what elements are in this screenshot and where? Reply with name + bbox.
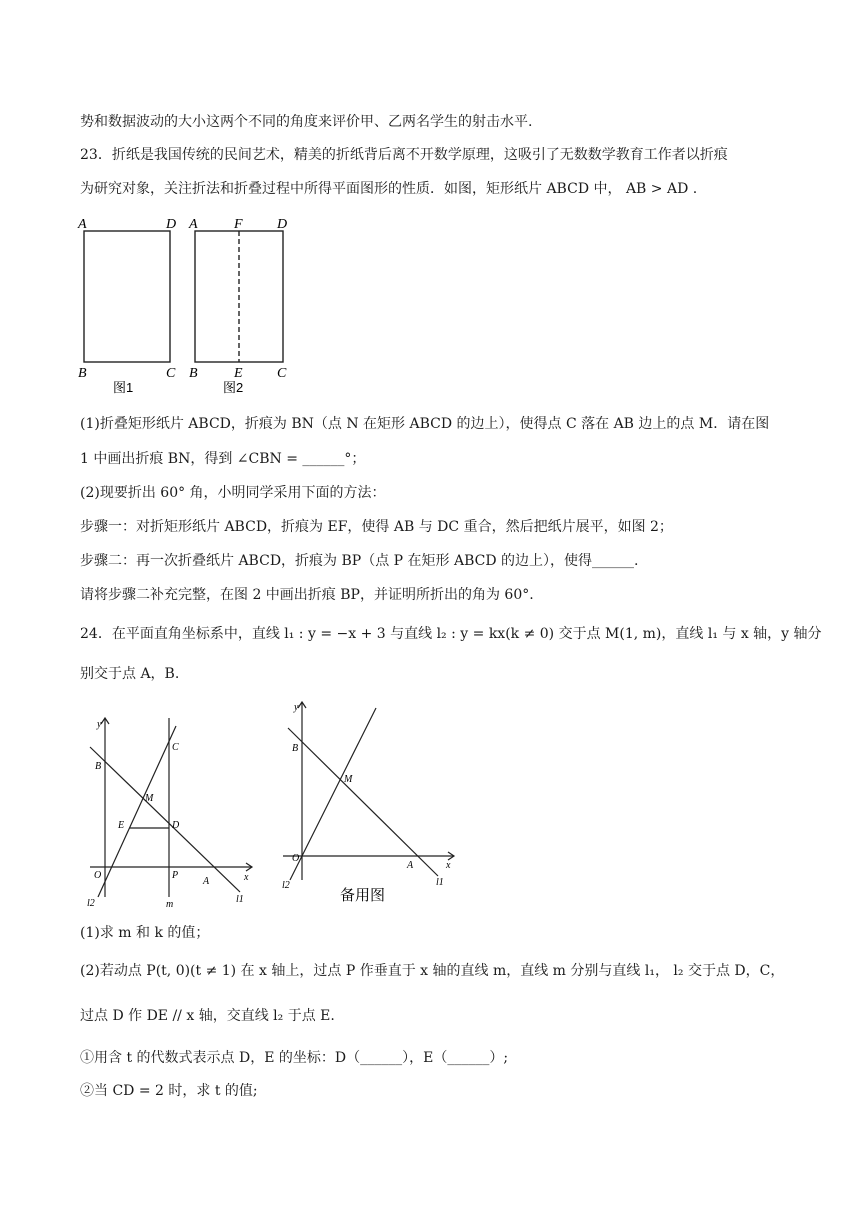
line-11: (1)求 m 和 k 的值；	[80, 925, 210, 941]
line-7: 步骤二：再一次折叠纸片 ABCD，折痕为 BP（点 P 在矩形 ABCD 的边上），使得______.	[80, 553, 639, 569]
line-15: ②当 CD = 2 时，求 t 的值;	[80, 1083, 258, 1099]
line-4: 1 中画出折痕 BN，得到 ∠CBN = ______°；	[80, 451, 366, 467]
line-l2	[290, 708, 376, 880]
label-d: D	[277, 217, 288, 232]
label-c: C	[172, 742, 179, 753]
label-x: x	[446, 860, 451, 871]
label-e: E	[118, 820, 125, 831]
label-l1: l1	[436, 877, 444, 888]
line-14: ①用含 t 的代数式表示点 D，E 的坐标：D（______），E（______）;	[80, 1050, 509, 1066]
line-2: 为研究对象，关注折法和折叠过程中所得平面图形的性质．如图，矩形纸片 ABCD 中， AB > AD .	[80, 181, 698, 197]
label-a: A	[203, 876, 210, 887]
label-b: B	[78, 366, 87, 381]
line-8: 请将步骤二补充完整，在图 2 中画出折痕 BP，并证明所折出的角为 60°.	[80, 587, 534, 603]
label-b: B	[292, 743, 299, 754]
label-l2: l2	[282, 880, 290, 891]
figure-1-caption: 图1	[113, 380, 134, 394]
label-l1: l1	[236, 894, 244, 905]
label-f: F	[234, 217, 243, 232]
line-12: (2)若动点 P(t, 0)(t ≠ 1) 在 x 轴上，过点 P 作垂直于 x 轴的直线 m，直线 m 分别与直线 l₁， l₂ 交于点 D，C，	[80, 963, 785, 979]
figure-4-caption: 备用图	[340, 887, 386, 904]
label-d: D	[166, 217, 177, 232]
line-3: (1)折叠矩形纸片 ABCD，折痕为 BN（点 N 在矩形 ABCD 的边上），使得点 C 落在 AB 边上的点 M．请在图	[80, 416, 770, 432]
rectangle-abcd	[84, 231, 170, 362]
label-m-line: m	[166, 899, 174, 910]
label-b: B	[189, 366, 198, 381]
label-a: A	[78, 217, 87, 232]
label-y: y	[294, 702, 299, 713]
line-13: 过点 D 作 DE // x 轴，交直线 l₂ 于点 E.	[80, 1008, 335, 1024]
label-o: O	[94, 870, 102, 881]
line-9: 24．在平面直角坐标系中，直线 l₁ : y = −x + 3 与直线 l₂ : y = kx(k ≠ 0) 交于点 M(1, m)，直线 l₁ 与 x 轴，y 轴分	[80, 626, 822, 642]
figure-4	[278, 698, 468, 908]
figure-3	[80, 712, 260, 912]
figure-2-caption: 图2	[223, 380, 244, 394]
line-l2	[98, 726, 179, 897]
label-e: E	[234, 366, 243, 381]
label-o: O	[292, 853, 300, 864]
label-c: C	[277, 366, 287, 381]
label-a: A	[189, 217, 198, 232]
label-a: A	[407, 860, 414, 871]
line-l1	[90, 747, 240, 892]
figure-2	[186, 214, 296, 394]
label-x: x	[244, 872, 249, 883]
line-5: (2)现要折出 60° 角，小明同学采用下面的方法：	[80, 485, 386, 501]
line-l1	[288, 728, 438, 876]
label-c: C	[166, 366, 176, 381]
label-m: M	[145, 793, 154, 804]
label-d: D	[172, 820, 180, 831]
label-l2: l2	[87, 898, 95, 909]
label-m: M	[344, 774, 353, 785]
figure-1	[76, 214, 186, 394]
line-10: 别交于点 A，B.	[80, 666, 180, 682]
label-b: B	[95, 761, 102, 772]
line-6: 步骤一：对折矩形纸片 ABCD，折痕为 EF，使得 AB 与 DC 重合，然后把纸片展平，如图 2；	[80, 519, 673, 535]
label-y: y	[97, 719, 102, 730]
label-p: P	[172, 870, 179, 881]
line-1: 23．折纸是我国传统的民间艺术，精美的折纸背后离不开数学原理，这吸引了无数数学教育工作者以折痕	[80, 147, 728, 163]
line-0: 势和数据波动的大小这两个不同的角度来评价甲、乙两名学生的射击水平.	[80, 114, 533, 130]
